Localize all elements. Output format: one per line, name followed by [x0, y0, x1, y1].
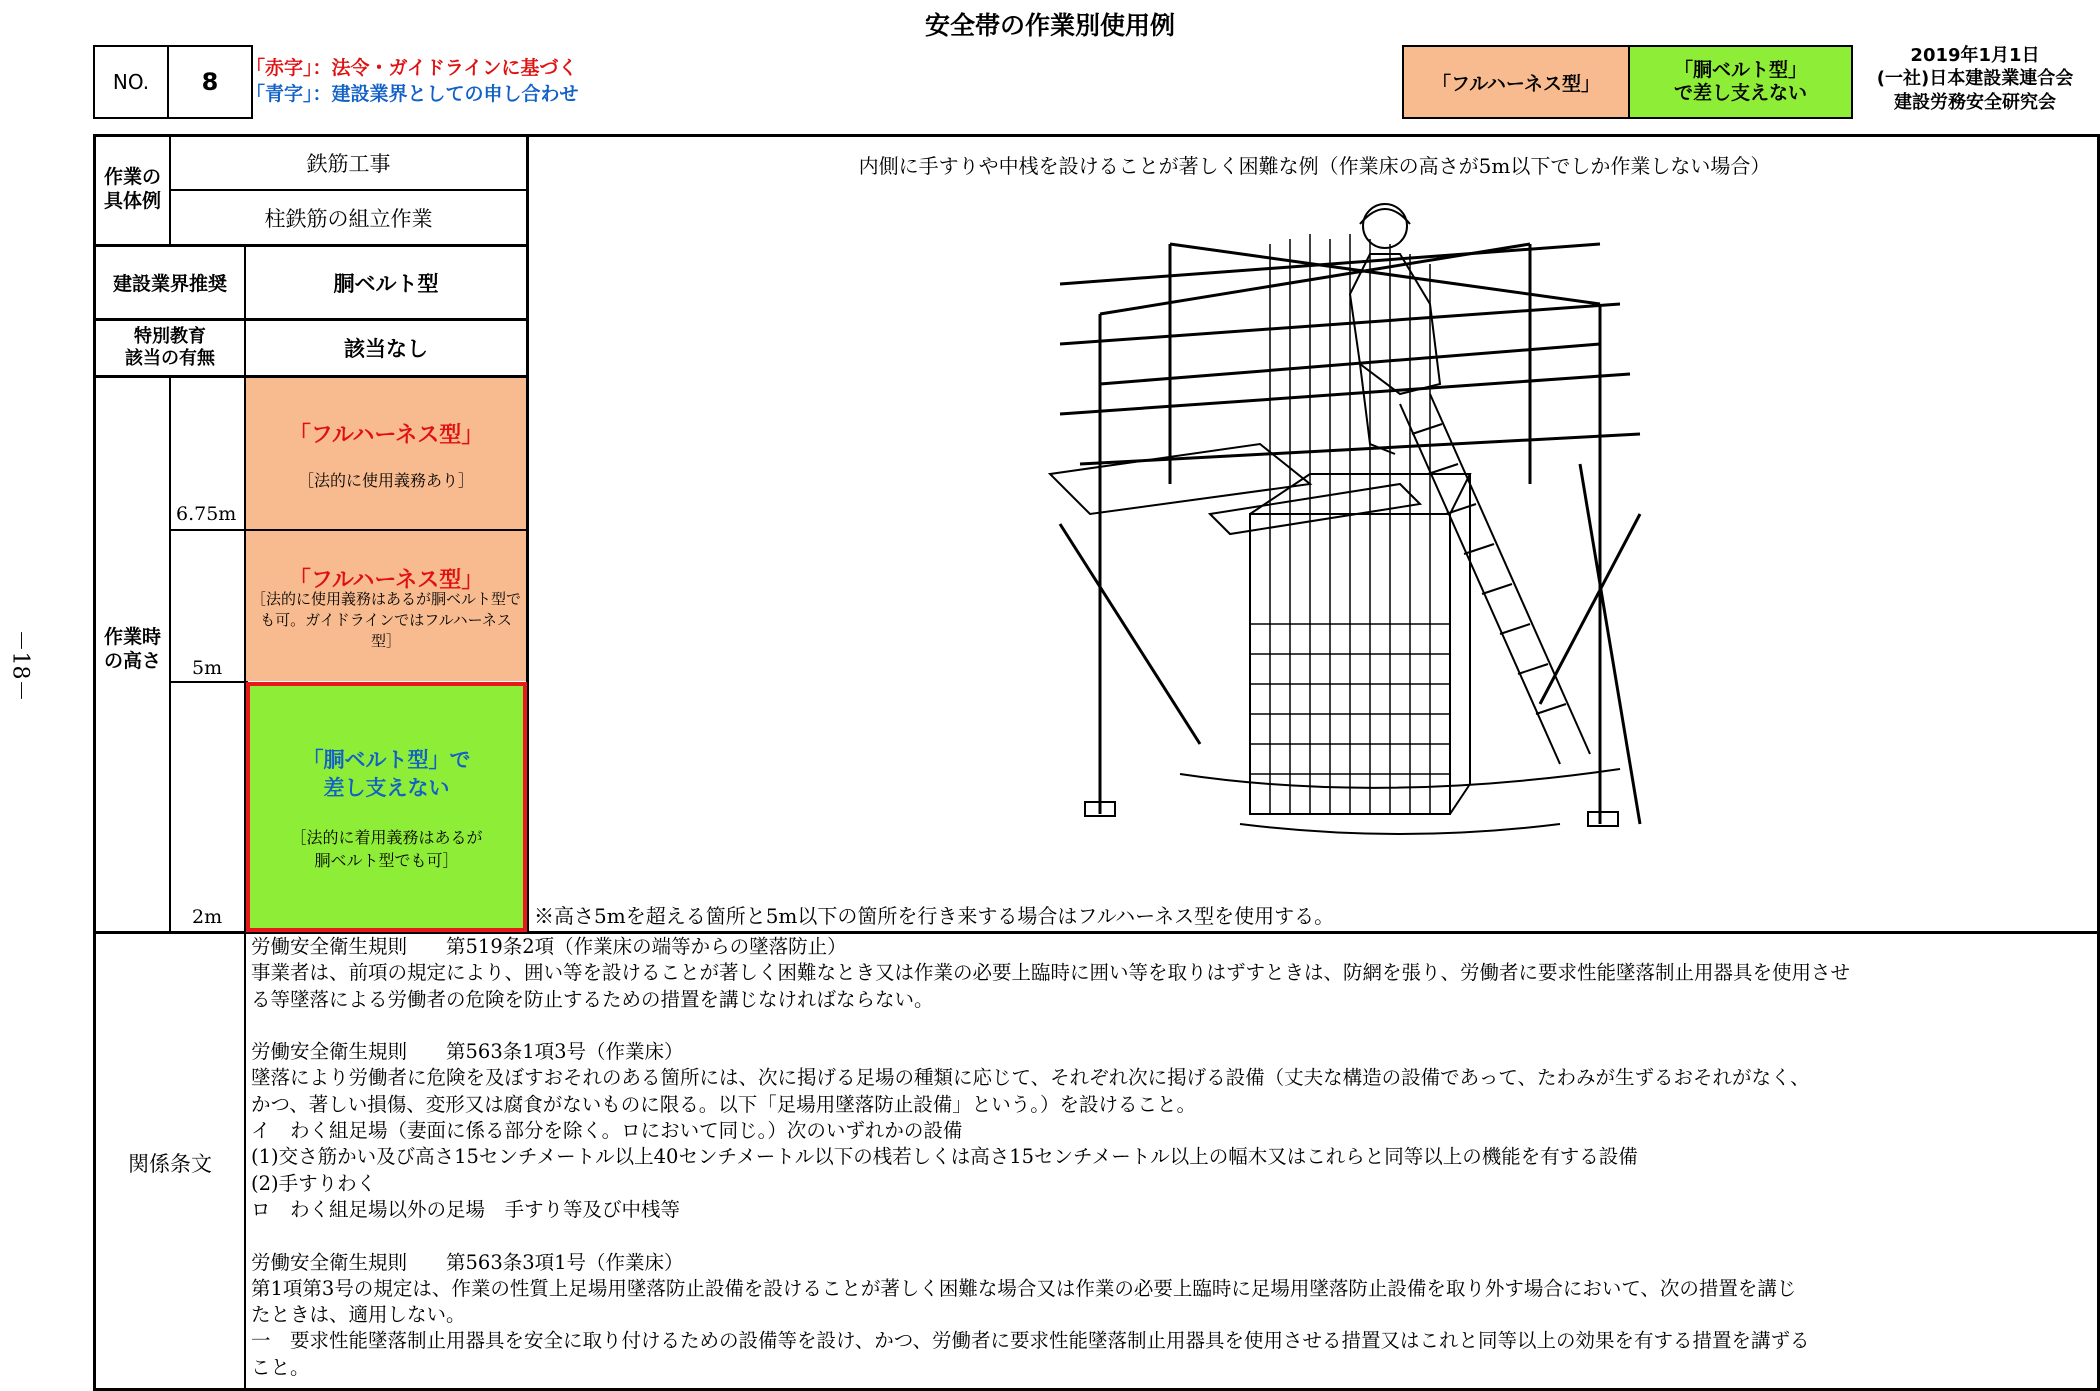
reg-line-3: る等墜落による労働者の危険を防止するための措置を講じなければならない。 [251, 987, 934, 1011]
work-label-line1: 作業の [103, 166, 161, 189]
zone3-note [250, 826, 523, 872]
legend-red: 「赤字」：法令・ガイドラインに基づく [246, 57, 578, 79]
zone-full-harness-mid [246, 531, 526, 681]
reg-line-12 [251, 1223, 2096, 1249]
regulations-label: 関係条文 [128, 1151, 212, 1176]
reg-line-16: 一 要求性能墜落制止用器具を安全に取り付けるための設備等を設け、かつ、労働者に要求性能墜落制止用器具を使用させる措置又はこれと同等以上の効果を有する措置を講ずる [251, 1329, 1810, 1353]
scaffold-illustration [1000, 184, 1680, 864]
reg-line-14: 第1項第3号の規定は、作業の性質上足場用墜落防止設備を設けることが著しく困難な場合又は作業の必要上臨時に足場用墜落防止設備を取り外す場合において、次の措置を講じ [251, 1276, 1797, 1300]
belt-chip-line2: で差し支えない [1673, 82, 1807, 104]
height-label [96, 620, 169, 680]
height-label-line1: 作業時 [103, 626, 161, 649]
recommend-value: 胴ベルト型 [333, 271, 439, 296]
org-1: (一社)日本建設業連合会 [1876, 68, 2074, 90]
reg-line-6: 墜落により労働者に危険を及ぼすおそれのある箇所には、次に掲げる足場の種類に応じて、それぞれ次に掲げる設備（丈夫な構造の設備であって、たわみが生ずるおそれがなく、 [251, 1066, 1810, 1090]
reg-line-2: 事業者は、前項の規定により、囲い等を設けることが著しく困難なとき又は作業の必要上臨時に囲い等を取りはずすときは、防網を張り、労働者に要求性能墜落制止用器具を使用させ [251, 961, 1851, 985]
illustration-caption: 内側に手すりや中桟を設けることが著しく困難な例（作業床の高さが5m以下でしか作業しない場合） [858, 154, 1771, 178]
reg-line-17: こと。 [251, 1355, 310, 1379]
illustration-note: ※高さ5mを超える箇所と5m以下の箇所を行き来する場合はフルハーネス型を使用する。 [534, 904, 1335, 928]
education-label [96, 321, 244, 375]
reg-line-4 [251, 1013, 2096, 1039]
recommend-label: 建設業界推奨 [112, 273, 227, 295]
date-org-block [1850, 44, 2100, 114]
work-label-line2: 具体例 [103, 190, 161, 212]
reg-line-9: (1)交さ筋かい及び高さ15センチメートル以上40センチメートル以下の桟若しくは高さ15センチメートル以上の幅木又はこれらと同等以上の機能を有する設備 [251, 1145, 1638, 1169]
work-label [96, 160, 169, 220]
reg-line-11: ロ わく組足場以外の足場 手すり等及び中桟等 [251, 1197, 681, 1221]
org-2: 建設労務安全研究会 [1894, 91, 2056, 113]
reg-line-5: 労働安全衛生規則 第563条1項3号（作業床） [251, 1040, 684, 1064]
zone3-note-line1: ［法的に着用義務はあるが [290, 828, 483, 847]
page-number [0, 620, 33, 720]
belt-type-chip [1628, 45, 1853, 119]
zone3-title-line2: 差し支えない [323, 776, 450, 801]
height-mark-5: 5m [192, 657, 223, 679]
number-value: 8 [201, 68, 219, 96]
zone1-note: ［法的に使用義務あり］ [297, 471, 474, 490]
regulations-text [251, 934, 2096, 1381]
legend-blue: 「青字」：建設業界としての申し合わせ [246, 83, 579, 105]
zone-belt-type [246, 682, 527, 932]
zone-full-harness-high [246, 378, 526, 529]
reg-line-7: かつ、著しい損傷、変形又は腐食がないものに限る。以下「足場用墜落防止設備」という。）を設けること。 [251, 1092, 1196, 1116]
height-mark-675: 6.75m [176, 503, 237, 525]
height-label-line2: の高さ [103, 650, 161, 672]
education-value: 該当なし [344, 337, 428, 361]
number-label: NO. [95, 47, 169, 117]
reg-line-1: 労働安全衛生規則 第519条2項（作業床の端等からの墜落防止） [251, 935, 847, 958]
page-title: 安全帯の作業別使用例 [924, 11, 1175, 40]
height-mark-2: 2m [192, 906, 223, 928]
work-type: 鉄筋工事 [306, 151, 391, 176]
belt-chip-line1: 「胴ベルト型」 [1673, 59, 1807, 82]
date: 2019年1月1日 [1910, 45, 2040, 66]
education-label-line2: 該当の有無 [125, 348, 215, 369]
zone3-note-line2: 胴ベルト型でも可］ [314, 851, 459, 871]
full-harness-chip: 「フルハーネス型」 [1402, 45, 1630, 119]
zone1-title: 「フルハーネス型」 [288, 423, 484, 448]
page-number-text: －18－ [7, 629, 33, 702]
zone3-title [250, 746, 523, 803]
zone2-title: 「フルハーネス型」 [288, 568, 484, 593]
zone3-title-line1: 「胴ベルト型」で [302, 748, 471, 772]
reg-line-10: (2)手すりわく [251, 1171, 377, 1195]
number-box [93, 45, 253, 119]
work-task: 柱鉄筋の組立作業 [264, 206, 433, 231]
education-label-line1: 特別教育 [134, 326, 206, 348]
zone2-note: ［法的に使用義務はあるが胴ベルト型でも可。ガイドラインではフルハーネス型］ [250, 590, 521, 650]
reg-line-15: たときは、適用しない。 [251, 1303, 466, 1327]
reg-line-13: 労働安全衛生規則 第563条3項1号（作業床） [251, 1250, 684, 1274]
reg-line-8: イ わく組足場（妻面に係る部分を除く。ロにおいて同じ。）次のいずれかの設備 [251, 1119, 963, 1143]
